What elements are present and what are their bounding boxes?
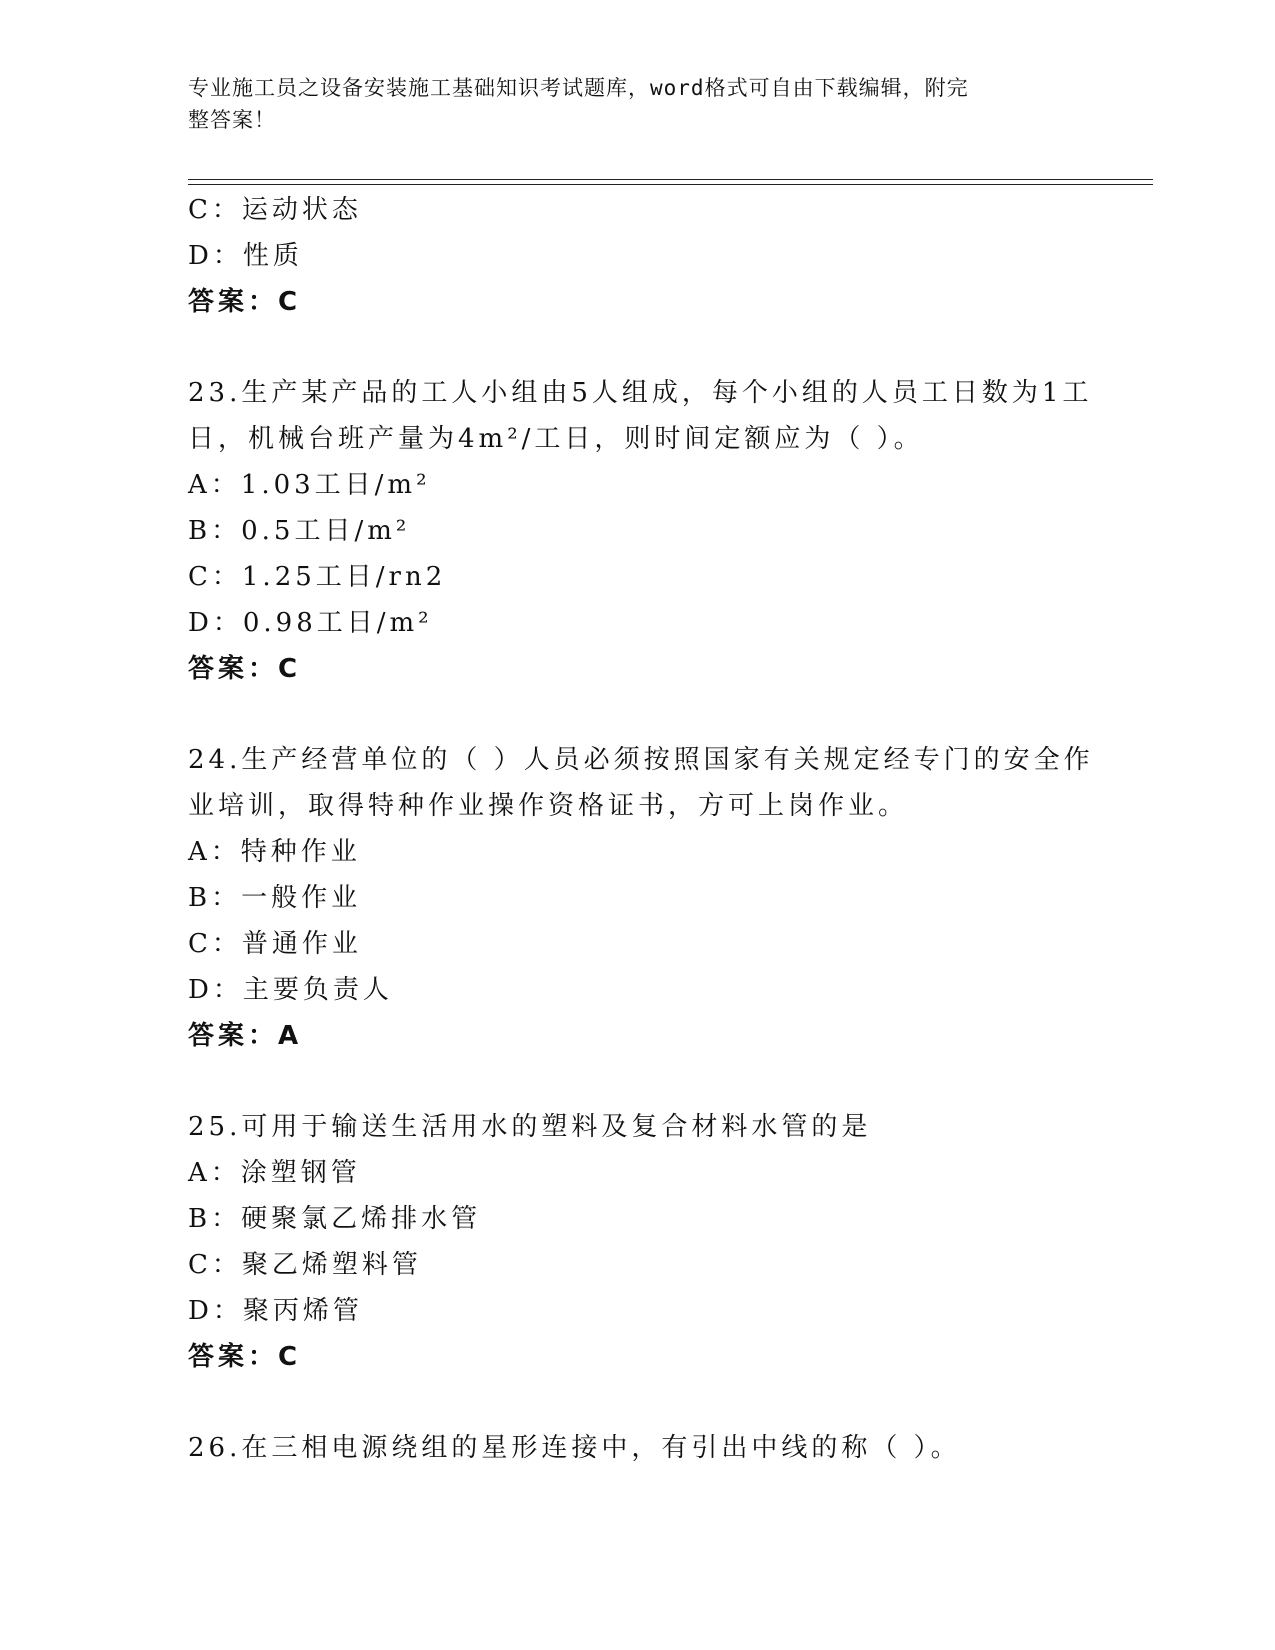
option-d: D：0.98工日/m² bbox=[188, 608, 433, 638]
question-text: 23.生产某产品的工人小组由5人组成，每个小组的人员工日数为1工 bbox=[188, 378, 1093, 408]
option-c: C：聚乙烯塑料管 bbox=[188, 1250, 422, 1280]
option-a: A：1.03工日/m² bbox=[188, 470, 431, 500]
answer: 答案：C bbox=[188, 1342, 302, 1372]
question-text: 业培训，取得特种作业操作资格证书，方可上岗作业。 bbox=[188, 791, 909, 821]
option-d: D：性质 bbox=[188, 241, 303, 271]
option-c: C：运动状态 bbox=[188, 195, 362, 225]
question-text: 日，机械台班产量为4m²/工日，则时间定额应为（ ）。 bbox=[188, 424, 924, 454]
question-25 bbox=[188, 1104, 1088, 1380]
option-d: D：主要负责人 bbox=[188, 975, 393, 1005]
option-b: B：0.5工日/m² bbox=[188, 516, 411, 546]
header-divider bbox=[188, 179, 1153, 180]
document-body bbox=[188, 187, 1094, 1471]
answer: 答案：C bbox=[188, 287, 302, 317]
question-26 bbox=[188, 1425, 1088, 1471]
answer: 答案：A bbox=[188, 1021, 303, 1051]
option-b: B：一般作业 bbox=[188, 883, 362, 913]
header-divider-secondary bbox=[188, 184, 1153, 185]
page-header bbox=[188, 72, 1088, 136]
header-line-2: 整答案！ bbox=[188, 108, 276, 132]
option-a: A：特种作业 bbox=[188, 837, 361, 867]
question-23 bbox=[188, 370, 1093, 692]
question-24 bbox=[188, 737, 1094, 1059]
option-a: A：涂塑钢管 bbox=[188, 1158, 361, 1188]
option-c: C：普通作业 bbox=[188, 929, 362, 959]
answer: 答案：C bbox=[188, 654, 302, 684]
question-text: 25.可用于输送生活用水的塑料及复合材料水管的是 bbox=[188, 1112, 872, 1142]
option-b: B：硬聚氯乙烯排水管 bbox=[188, 1204, 482, 1234]
question-text: 26.在三相电源绕组的星形连接中，有引出中线的称（ ）。 bbox=[188, 1433, 961, 1463]
option-c: C：1.25工日/rn2 bbox=[188, 562, 447, 592]
option-d: D：聚丙烯管 bbox=[188, 1296, 363, 1326]
header-line-1: 专业施工员之设备安装施工基础知识考试题库，word格式可自由下载编辑，附完 bbox=[188, 76, 969, 100]
prev-question bbox=[188, 187, 1088, 325]
question-text: 24.生产经营单位的（ ）人员必须按照国家有关规定经专门的安全作 bbox=[188, 745, 1094, 775]
